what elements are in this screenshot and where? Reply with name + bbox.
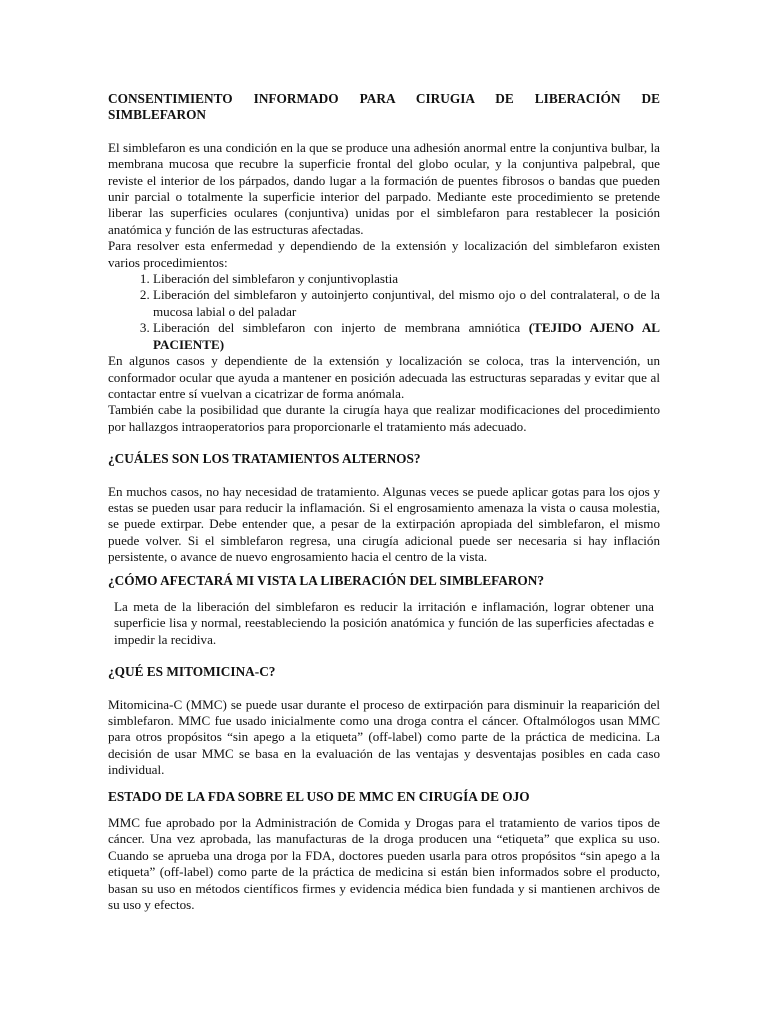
heading-alternatives: ¿CUÁLES SON LOS TRATAMIENTOS ALTERNOS?: [108, 451, 421, 467]
procedure-item-2: 2. Liberación del simblefaron y autoinjerto conjuntival, del mismo ojo o del contralateral, o de la mucosa labial o del paladar: [153, 287, 660, 320]
intro-paragraph-4: También cabe la posibilidad que durante la cirugía haya que realizar modificaciones del procedimiento por hallazgos intraoperatorios para proporcionarle el tratamiento más adecuado.: [108, 402, 660, 434]
document-title: [108, 91, 660, 124]
title-line-2: SIMBLEFARON: [108, 107, 207, 123]
fda-paragraph: MMC fue aprobado por la Administración de Comida y Drogas para el tratamiento de varios tipos de cáncer. Una vez aprobada, las manufacturas de la droga producen una “etiqueta” que explica su uso. Cuando se aprueba una droga por la FDA, doctores pueden usarla para otros propósitos “sin apego a la etiqueta” (off-label) como parte de la práctica de medicina si están bien informados sobre el producto, basan su uso en métodos científicos firmes y evidencia médica bien fundada y si mantienen archivos de su uso y efectos.: [108, 815, 660, 913]
mmc-paragraph: Mitomicina-C (MMC) se puede usar durante el proceso de extirpación para disminuir la reaparición del simblefaron. MMC fue usado inicialmente como una droga contra el cáncer. Oftalmólogos usan MMC para otros propósitos “sin apego a la etiqueta” (off-label) como parte de la práctica de medicina. La decisión de usar MMC se basa en la evaluación de las ventajas y desventajas posibles en cada caso individual.: [108, 696, 660, 778]
heading-mmc: ¿QUÉ ES MITOMICINA-C?: [108, 664, 276, 680]
procedure-item-3-bold: (TEJIDO AJENO AL PACIENTE): [153, 320, 661, 352]
title-line-1: CONSENTIMIENTO INFORMADO PARA CIRUGIA DE LIBERACIÓN DE: [108, 91, 660, 106]
procedure-item-1: 1. Liberación del simblefaron y conjuntivoplastia: [153, 271, 660, 287]
intro-paragraph-1: El simblefaron es una condición en la que se produce una adhesión anormal entre la conjuntiva bulbar, la membrana mucosa que recubre la superficie frontal del globo ocular, y la conjuntiva palpebral, que reviste el interior de los párpados, dando lugar a la formación de puentes fibrosos o bandas que pueden unir parcial o totalmente la superficie interior del parpado. Mediante este procedimiento se pretende liberar las superficies oculares (conjuntiva) unidas por el simblefaron para restablecer la posición anatómica y función de las estructuras afectadas.: [108, 139, 660, 237]
intro-paragraph-2: Para resolver esta enfermedad y dependiendo de la extensión y localización del simblefaron existen varios procedimientos:: [108, 238, 660, 270]
vision-paragraph: La meta de la liberación del simblefaron es reducir la irritación e inflamación, lograr obtener una superficie lisa y normal, reestableciendo la posición anatómica y función de las superficies afectadas e impedir la recidiva.: [114, 598, 654, 647]
alternatives-paragraph: En muchos casos, no hay necesidad de tratamiento. Algunas veces se puede aplicar gotas para los ojos y estas se pueden usar para reducir la inflamación. Si el engrosamiento amenaza la vista o causa molestia, se puede extirpar. Debe entender que, a pesar de la extirpación apropiada del simblefaron, el mismo puede volver. Si el simblefaron regresa, una cirugía adicional puede ser necesaria si hay inflación persistente, o avance de nuevo engrosamiento hacia el centro de la vista.: [108, 483, 660, 565]
procedure-item-3: 3. Liberación del simblefaron con injerto de membrana amniótica (TEJIDO AJENO AL PACIENTE): [153, 320, 660, 353]
heading-vision: ¿CÓMO AFECTARÁ MI VISTA LA LIBERACIÓN DEL SIMBLEFARON?: [108, 572, 545, 588]
intro-paragraph-3: En algunos casos y dependiente de la extensión y localización se coloca, tras la intervención, un conformador ocular que ayuda a mantener en posición adecuada las estructuras separadas y evitar que al contactar entre sí vuelvan a cicatrizar de forma anómala.: [108, 353, 660, 401]
procedures-list: [108, 271, 660, 353]
heading-fda: ESTADO DE LA FDA SOBRE EL USO DE MMC EN CIRUGÍA DE OJO: [108, 788, 530, 804]
